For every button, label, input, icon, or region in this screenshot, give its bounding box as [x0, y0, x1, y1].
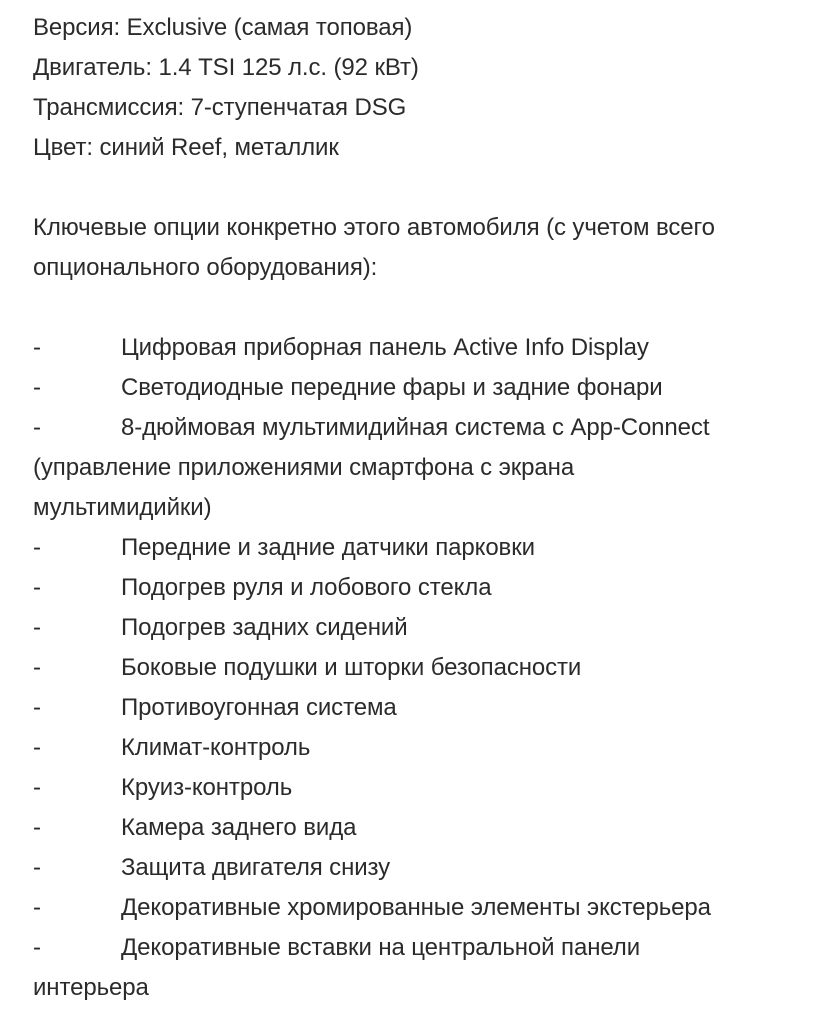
option-text: Боковые подушки и шторки безопасности	[121, 654, 582, 681]
option-item	[33, 888, 823, 928]
spec-transmission: Трансмиссия: 7-ступенчатая DSG	[33, 94, 407, 121]
option-text: Подогрев задних сидений	[121, 614, 408, 641]
option-text: Цифровая приборная панель Active Info Display	[121, 334, 649, 361]
list-dash: -	[33, 334, 41, 361]
options-intro-line-2: опционального оборудования):	[33, 254, 378, 281]
list-dash: -	[33, 894, 41, 921]
option-item	[33, 408, 823, 528]
paragraph-gap	[33, 288, 823, 328]
option-item	[33, 808, 823, 848]
document-body	[33, 8, 823, 1008]
spec-version: Версия: Exclusive (самая топовая)	[33, 14, 413, 41]
option-text: Передние и задние датчики парковки	[121, 534, 535, 561]
option-text: 8-дюймовая мультимидийная система с App-Connect	[121, 414, 710, 441]
list-dash: -	[33, 694, 41, 721]
options-intro-line-1: Ключевые опции конкретно этого автомобиля (с учетом всего	[33, 214, 715, 241]
list-dash: -	[33, 774, 41, 801]
list-dash: -	[33, 414, 41, 441]
spec-color: Цвет: синий Reef, металлик	[33, 134, 339, 161]
option-item	[33, 608, 823, 648]
option-text: Камера заднего вида	[121, 814, 357, 841]
list-dash: -	[33, 654, 41, 681]
option-text: Светодиодные передние фары и задние фонари	[121, 374, 663, 401]
option-item	[33, 768, 823, 808]
spec-engine: Двигатель: 1.4 TSI 125 л.с. (92 кВт)	[33, 54, 419, 81]
option-item	[33, 328, 823, 368]
list-dash: -	[33, 534, 41, 561]
list-dash: -	[33, 734, 41, 761]
list-dash: -	[33, 854, 41, 881]
option-item	[33, 568, 823, 608]
list-dash: -	[33, 374, 41, 401]
paragraph-gap	[33, 168, 823, 208]
option-text: Круиз-контроль	[121, 774, 293, 801]
option-text: Подогрев руля и лобового стекла	[121, 574, 492, 601]
option-text: Защита двигателя снизу	[121, 854, 391, 881]
option-item	[33, 728, 823, 768]
option-item	[33, 648, 823, 688]
option-text: Декоративные хромированные элементы экстерьера	[121, 894, 711, 921]
option-continuation: (управление приложениями смартфона с экрана	[33, 454, 575, 481]
list-dash: -	[33, 814, 41, 841]
option-continuation: интерьера	[33, 974, 149, 1001]
option-item	[33, 368, 823, 408]
option-item	[33, 528, 823, 568]
option-item	[33, 848, 823, 888]
options-list	[33, 328, 823, 1008]
list-dash: -	[33, 614, 41, 641]
option-item	[33, 928, 823, 1008]
option-text: Климат-контроль	[121, 734, 311, 761]
option-continuation: мультимидийки)	[33, 494, 212, 521]
list-dash: -	[33, 574, 41, 601]
list-dash: -	[33, 934, 41, 961]
option-text: Декоративные вставки на центральной панели	[121, 934, 641, 961]
option-item	[33, 688, 823, 728]
option-text: Противоугонная система	[121, 694, 397, 721]
